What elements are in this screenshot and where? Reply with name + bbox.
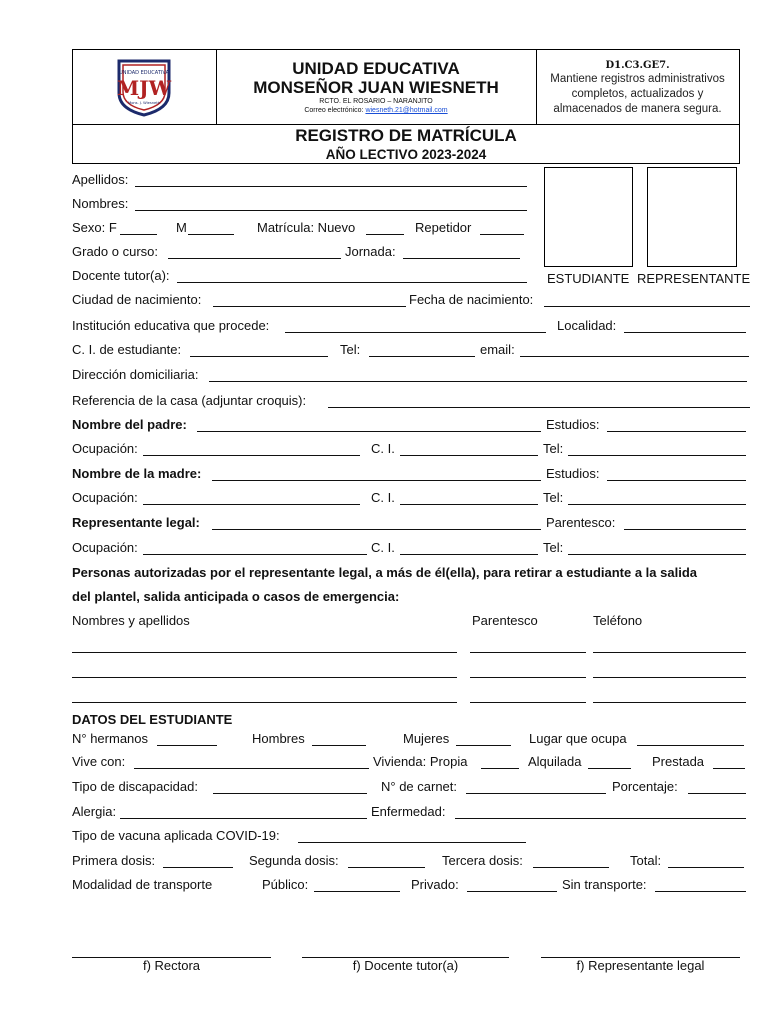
padre-label: Nombre del padre:: [72, 417, 187, 432]
row-grado: [0, 243, 768, 261]
school-name-cell: [216, 50, 537, 124]
rep-tel-label: Tel:: [543, 540, 564, 555]
tel-estudiante-label: Tel:: [340, 342, 361, 357]
enfermedad-label: Enfermedad:: [371, 804, 446, 819]
autorizada-2-nombre[interactable]: [72, 677, 457, 678]
representante-label: Representante legal:: [72, 515, 200, 530]
row-dosis: [0, 852, 768, 870]
standard-desc-3: almacenados de manera segura.: [553, 103, 722, 115]
padre-ci-label: C. I.: [371, 441, 395, 456]
row-ciudad: [0, 291, 768, 309]
row-madre: [0, 465, 768, 483]
row-hermanos: [0, 730, 768, 748]
row-institucion: [0, 317, 768, 335]
mujeres-label: Mujeres: [403, 731, 450, 746]
rep-ocupacion-label: Ocupación:: [72, 540, 138, 555]
page-title: REGISTRO DE MATRÍCULA: [295, 126, 517, 145]
autorizada-2-telefono[interactable]: [593, 677, 746, 678]
row-nombres: [0, 195, 768, 213]
primera-dosis-label: Primera dosis:: [72, 853, 156, 868]
nombres-label: Nombres:: [72, 196, 129, 211]
autorizada-3-telefono[interactable]: [593, 702, 746, 703]
row-docente: [0, 267, 768, 285]
privado-label: Privado:: [411, 877, 459, 892]
sexo-m-field[interactable]: [188, 234, 234, 235]
padre-ocupacion-label: Ocupación:: [72, 441, 138, 456]
school-logo-icon: [115, 57, 173, 117]
porcentaje-label: Porcentaje:: [612, 779, 678, 794]
row-vacuna: [0, 827, 768, 845]
autorizadas-heading-1: [0, 564, 768, 582]
rep-ci-field[interactable]: [400, 554, 538, 555]
email-label: Correo electrónico:: [304, 107, 366, 114]
padre-estudios-field[interactable]: [607, 431, 746, 432]
school-name-line2: MONSEÑOR JUAN WIESNETH: [253, 78, 499, 97]
student-photo-label: ESTUDIANTE: [547, 271, 630, 286]
autorizadas-heading-2: [0, 588, 768, 606]
sexo-f-field[interactable]: [120, 234, 157, 235]
autorizada-3-parentesco[interactable]: [470, 702, 586, 703]
col-telefono: Teléfono: [593, 613, 643, 628]
madre-ci-label: C. I.: [371, 490, 395, 505]
madre-field[interactable]: [212, 480, 541, 481]
alquilada-field[interactable]: [588, 768, 631, 769]
school-name-line1: UNIDAD EDUCATIVA: [292, 59, 460, 78]
mujeres-field[interactable]: [456, 745, 511, 746]
madre-ocupacion-field[interactable]: [143, 504, 360, 505]
madre-tel-field[interactable]: [568, 504, 746, 505]
alergia-field[interactable]: [120, 818, 367, 819]
padre-estudios-label: Estudios:: [546, 417, 600, 432]
title-row: [73, 124, 739, 163]
matricula-nuevo-label: Matrícula: Nuevo: [257, 220, 356, 235]
hermanos-field[interactable]: [157, 745, 217, 746]
apellidos-label: Apellidos:: [72, 172, 129, 187]
referencia-label: Referencia de la casa (adjuntar croquis):: [72, 393, 307, 408]
lugar-field[interactable]: [637, 745, 744, 746]
madre-ci-field[interactable]: [400, 504, 538, 505]
row-representante: [0, 514, 768, 532]
fecha-label: Fecha de nacimiento:: [409, 292, 534, 307]
school-address: RCTO. EL ROSARIO – NARANJITO: [319, 98, 433, 105]
datos-estudiante-heading: [0, 711, 768, 729]
rep-tel-field[interactable]: [568, 554, 746, 555]
direccion-field[interactable]: [209, 381, 747, 382]
vive-field[interactable]: [134, 768, 369, 769]
institucion-field[interactable]: [285, 332, 546, 333]
primera-dosis-field[interactable]: [163, 867, 233, 868]
padre-tel-label: Tel:: [543, 441, 564, 456]
rectora-signature-label: f) Rectora: [142, 958, 201, 973]
madre-estudios-label: Estudios:: [546, 466, 600, 481]
row-ci-estudiante: [0, 341, 768, 359]
logo-top-text: UNIDAD EDUCATIVA: [119, 70, 169, 76]
autorizadas-line-1: Personas autorizadas por el representante legal, a más de él(ella), para retirar a estudiante a la salida: [72, 565, 697, 580]
alquilada-label: Alquilada: [528, 754, 582, 769]
madre-tel-label: Tel:: [543, 490, 564, 505]
enfermedad-field[interactable]: [455, 818, 746, 819]
representante-field[interactable]: [212, 529, 541, 530]
porcentaje-field[interactable]: [688, 793, 746, 794]
padre-ocupacion-field[interactable]: [143, 455, 360, 456]
school-email-link[interactable]: wiesneth.21@hotmail.com: [365, 107, 448, 114]
autorizada-1-nombre[interactable]: [72, 652, 457, 653]
sexo-f-label: Sexo: F: [72, 220, 117, 235]
col-parentesco: Parentesco: [472, 613, 538, 628]
madre-ocupacion-label: Ocupación:: [72, 490, 138, 505]
tercera-dosis-field[interactable]: [533, 867, 609, 868]
autorizadas-columns: [0, 612, 768, 630]
referencia-field[interactable]: [328, 407, 750, 408]
total-dosis-label: Total:: [630, 853, 662, 868]
prestada-label: Prestada: [652, 754, 705, 769]
grado-label: Grado o curso:: [72, 244, 158, 259]
standard-code-cell: [536, 50, 739, 124]
localidad-field[interactable]: [624, 332, 746, 333]
discapacidad-field[interactable]: [213, 793, 367, 794]
carnet-label: N° de carnet:: [381, 779, 458, 794]
sin-transporte-field[interactable]: [655, 891, 746, 892]
hombres-label: Hombres: [252, 731, 305, 746]
autorizada-3-nombre[interactable]: [72, 702, 457, 703]
madre-label: Nombre de la madre:: [72, 466, 202, 481]
tercera-dosis-label: Tercera dosis:: [442, 853, 523, 868]
madre-estudios-field[interactable]: [607, 480, 746, 481]
row-representante-ocupacion: [0, 539, 768, 557]
email-estudiante-field[interactable]: [520, 356, 749, 357]
prestada-field[interactable]: [713, 768, 745, 769]
segunda-dosis-field[interactable]: [348, 867, 425, 868]
standard-code: D1.C3.GE7.: [605, 60, 670, 71]
padre-ci-field[interactable]: [400, 455, 538, 456]
standard-desc-2: completos, actualizados y: [571, 88, 704, 100]
publico-label: Público:: [262, 877, 309, 892]
repetidor-field[interactable]: [480, 234, 524, 235]
ci-estudiante-label: C. I. de estudiante:: [72, 342, 182, 357]
representante-signature-label: f) Representante legal: [576, 958, 705, 973]
autorizada-1-parentesco[interactable]: [470, 652, 586, 653]
autorizadas-line-2: del plantel, salida anticipada o casos de emergencia:: [72, 589, 400, 604]
school-year: AÑO LECTIVO 2023-2024: [325, 147, 487, 162]
vacuna-field[interactable]: [298, 842, 526, 843]
lugar-label: Lugar que ocupa: [529, 731, 627, 746]
publico-field[interactable]: [314, 891, 400, 892]
logo-cell: [73, 50, 217, 124]
privado-field[interactable]: [467, 891, 557, 892]
logo-bottom-text: Mons. J. Wiesneth: [128, 101, 160, 105]
school-email-line: [216, 106, 536, 115]
autorizada-2-parentesco[interactable]: [470, 677, 586, 678]
vivienda-propia-field[interactable]: [481, 768, 519, 769]
localidad-label: Localidad:: [557, 318, 617, 333]
repetidor-label: Repetidor: [415, 220, 472, 235]
email-estudiante-label: email:: [480, 342, 515, 357]
row-apellidos: [0, 171, 768, 189]
docente-signature-label: f) Docente tutor(a): [352, 958, 459, 973]
row-alergia: [0, 803, 768, 821]
sexo-m-label: M: [176, 220, 187, 235]
jornada-label: Jornada:: [345, 244, 396, 259]
grado-field[interactable]: [168, 258, 341, 259]
discapacidad-label: Tipo de discapacidad:: [72, 779, 198, 794]
row-padre-ocupacion: [0, 440, 768, 458]
col-nombres-apellidos: Nombres y apellidos: [72, 613, 190, 628]
representante-parentesco-field[interactable]: [624, 529, 746, 530]
apellidos-field[interactable]: [135, 186, 527, 187]
standard-desc-1: Mantiene registros administrativos: [550, 73, 725, 85]
direccion-label: Dirección domiciliaria:: [72, 367, 199, 382]
row-transporte: [0, 876, 768, 894]
row-discapacidad: [0, 778, 768, 796]
logo-letters: MJW: [116, 76, 172, 100]
row-sexo: [0, 219, 768, 237]
alergia-label: Alergia:: [72, 804, 117, 819]
jornada-field[interactable]: [403, 258, 520, 259]
row-padre: [0, 416, 768, 434]
representative-photo-label: REPRESENTANTE: [637, 271, 751, 286]
row-madre-ocupacion: [0, 489, 768, 507]
docente-label: Docente tutor(a):: [72, 268, 170, 283]
vacuna-label: Tipo de vacuna aplicada COVID-19:: [72, 828, 280, 843]
datos-estudiante-title: DATOS DEL ESTUDIANTE: [72, 712, 233, 727]
rep-ocupacion-field[interactable]: [143, 554, 367, 555]
docente-field[interactable]: [177, 282, 527, 283]
fecha-field[interactable]: [544, 306, 750, 307]
ciudad-field[interactable]: [213, 306, 406, 307]
total-dosis-field[interactable]: [668, 867, 744, 868]
padre-tel-field[interactable]: [568, 455, 746, 456]
institucion-label: Institución educativa que procede:: [72, 318, 270, 333]
padre-field[interactable]: [197, 431, 541, 432]
carnet-field[interactable]: [466, 793, 606, 794]
vivienda-propia-label: Vivienda: Propia: [373, 754, 468, 769]
header-table: [72, 49, 740, 164]
matricula-nuevo-field[interactable]: [366, 234, 404, 235]
sin-transporte-label: Sin transporte:: [562, 877, 647, 892]
row-direccion: [0, 366, 768, 384]
autorizada-1-telefono[interactable]: [593, 652, 746, 653]
row-vive: [0, 753, 768, 771]
ciudad-label: Ciudad de nacimiento:: [72, 292, 202, 307]
hermanos-label: N° hermanos: [72, 731, 149, 746]
segunda-dosis-label: Segunda dosis:: [249, 853, 339, 868]
rep-ci-label: C. I.: [371, 540, 395, 555]
row-referencia: [0, 392, 768, 410]
representante-parentesco-label: Parentesco:: [546, 515, 616, 530]
vive-label: Vive con:: [72, 754, 126, 769]
tel-estudiante-field[interactable]: [369, 356, 475, 357]
hombres-field[interactable]: [312, 745, 366, 746]
nombres-field[interactable]: [135, 210, 527, 211]
transporte-label: Modalidad de transporte: [72, 877, 213, 892]
ci-estudiante-field[interactable]: [190, 356, 328, 357]
